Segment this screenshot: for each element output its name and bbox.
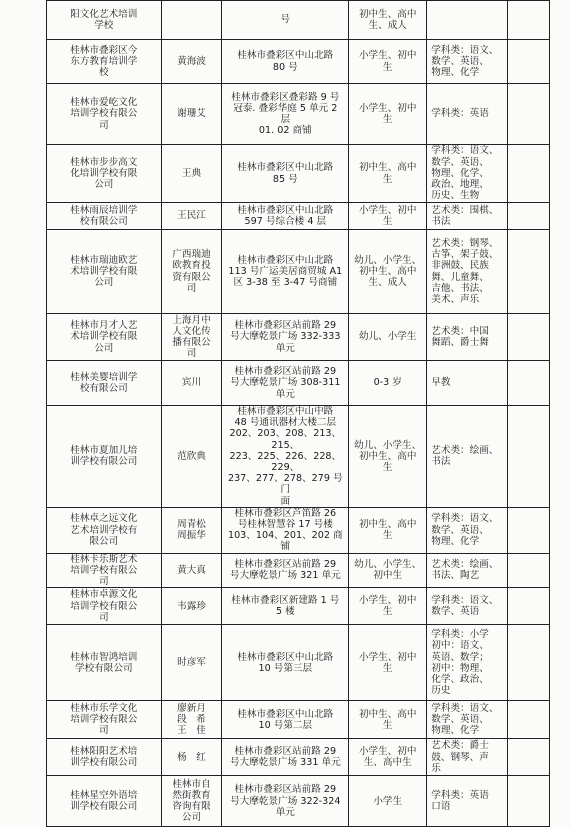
school-name-cell: 桂林市夏加儿培 训学校有限公司 [47, 406, 162, 508]
category-cell: 学科类：英语 口语 [427, 776, 508, 827]
table-row [47, 145, 550, 203]
school-name-cell: 桂林卓之远文化 艺术培训学校有 限公司 [47, 507, 162, 553]
legal-person-cell: 黄大真 [161, 553, 222, 588]
table-row [47, 701, 550, 739]
blank-cell [508, 230, 550, 314]
blank-cell [508, 84, 550, 145]
students-cell: 初中生、高中 生 [349, 507, 427, 553]
table-row [47, 1, 550, 40]
school-name-cell: 桂林市叠彩区今 东方教育培训学 校 [47, 40, 162, 84]
legal-person-cell: 广西瑞迪 欧教育投 资有限公 司 [161, 230, 222, 314]
blank-cell [508, 40, 550, 84]
legal-person-cell: 范欣典 [161, 406, 222, 508]
blank-cell [508, 314, 550, 361]
category-cell: 学科类：英语 [427, 84, 508, 145]
students-cell: 幼儿、小学生 [349, 314, 427, 361]
table-row [47, 314, 550, 361]
table-row [47, 588, 550, 625]
school-name-cell: 桂林阳阳艺术培 训学校有限公司 [47, 739, 162, 776]
address-cell: 号 [222, 1, 349, 40]
students-cell: 小学生、初中 生 [349, 203, 427, 230]
students-cell: 初中生、高中 生 [349, 145, 427, 203]
school-name-cell: 桂林星空外语培 训学校有限公司 [47, 776, 162, 827]
address-cell: 桂林市叠彩区站前路 29 号大摩乾景广场 322-324 单元 [222, 776, 349, 827]
legal-person-cell: 黄海波 [161, 40, 222, 84]
students-cell: 初中生、高中 生、成人 [349, 1, 427, 40]
table-row [47, 230, 550, 314]
blank-cell [508, 625, 550, 701]
category-cell: 学科类：语文、 数学、英语、 物理、化学 [427, 701, 508, 739]
address-cell: 桂林市叠彩区中山中路 48 号通讯器材大楼二层 202、203、208、213、215、 223、225、226、228、229、 237、277、278、279 号门 面 [222, 406, 349, 508]
blank-cell [508, 739, 550, 776]
address-cell: 桂林市叠彩区叠彩路 9 号 冠泰. 叠彩华庭 5 单元 2 层 01. 02 商铺 [222, 84, 349, 145]
legal-person-cell: 时彦军 [161, 625, 222, 701]
table-row [47, 776, 550, 827]
address-cell: 桂林市叠彩区中山北路 597 号综合楼 4 层 [222, 203, 349, 230]
school-name-cell: 桂林美婴培训学 校有限公司 [47, 361, 162, 406]
students-cell: 0-3 岁 [349, 361, 427, 406]
table-body [47, 1, 550, 827]
students-cell: 小学生、初中 生 [349, 625, 427, 701]
address-cell: 桂林市叠彩区站前路 29 号大摩乾景广场 331 单元 [222, 739, 349, 776]
school-name-cell: 桂林市瑞迪欧艺 术培训学校有限 公司 [47, 230, 162, 314]
blank-cell [508, 145, 550, 203]
students-cell: 幼儿、小学生、 初中生 [349, 553, 427, 588]
address-cell: 桂林市叠彩区中山北路 10 号第二层 [222, 701, 349, 739]
table-row [47, 625, 550, 701]
address-cell: 桂林市叠彩区站前路 29 号大摩乾景广场 308-311 单元 [222, 361, 349, 406]
table-row [47, 739, 550, 776]
table-row [47, 84, 550, 145]
category-cell: 学科类：语文、 数学、英语 [427, 588, 508, 625]
blank-cell [508, 701, 550, 739]
students-cell: 初中生、高中 生 [349, 701, 427, 739]
blank-cell [508, 588, 550, 625]
category-cell: 学科类：语文、 数学、英语、 物理、化学 [427, 40, 508, 84]
address-cell: 桂林市叠彩区中山北路 80 号 [222, 40, 349, 84]
school-name-cell: 桂林卡乐斯艺术 培训学校有限公 司 [47, 553, 162, 588]
table-row [47, 203, 550, 230]
legal-person-cell: 王民江 [161, 203, 222, 230]
legal-person-cell: 桂林市自 然街教育 咨询有限 公司 [161, 776, 222, 827]
legal-person-cell: 上海月中 人文化传 播有限公 司 [161, 314, 222, 361]
school-name-cell: 桂林市月才人艺 术培训学校有限 公司 [47, 314, 162, 361]
school-name-cell: 桂林雨辰培训学 校有限公司 [47, 203, 162, 230]
school-name-cell: 桂林市乐学文化 培训学校有限公 司 [47, 701, 162, 739]
legal-person-cell: 谢珊艾 [161, 84, 222, 145]
address-cell: 桂林市叠彩区中山北路 113 号广运美居商贸城 A1 区 3-38 至 3-47 号商铺 [222, 230, 349, 314]
students-cell: 小学生、初中 生 [349, 84, 427, 145]
address-cell: 桂林市叠彩区站前路 29 号大摩乾景广场 332-333 单元 [222, 314, 349, 361]
students-cell: 小学生、初中 生、高中生 [349, 739, 427, 776]
table-row [47, 553, 550, 588]
blank-cell [508, 406, 550, 508]
blank-cell [508, 361, 550, 406]
legal-person-cell: 王典 [161, 145, 222, 203]
category-cell: 早教 [427, 361, 508, 406]
address-cell: 桂林市叠彩区芦笛路 26 号桂林智慧谷 17 号楼 103、104、201、202 商铺 [222, 507, 349, 553]
category-cell: 学科类：语文、 数学、英语、 物理、化学、 政治、地理、 历史、生物 [427, 145, 508, 203]
table-row [47, 361, 550, 406]
table-row [47, 40, 550, 84]
students-cell: 幼儿、小学生、 初中生、高中 生 [349, 406, 427, 508]
address-cell: 桂林市叠彩区中山北路 85 号 [222, 145, 349, 203]
students-cell: 小学生 [349, 776, 427, 827]
legal-person-cell: 廖新月 段 希 王 佳 [161, 701, 222, 739]
category-cell: 学科类：语文、 数学、英语、 物理、化学 [427, 507, 508, 553]
table-row [47, 507, 550, 553]
legal-person-cell: 周青松 周振华 [161, 507, 222, 553]
students-cell: 幼儿、小学生、 初中生、高中 生、成人 [349, 230, 427, 314]
legal-person-cell: 韦露珍 [161, 588, 222, 625]
category-cell: 艺术类：钢琴、 古筝、架子鼓、 非洲鼓、民族 舞、儿童舞、 吉他、书法、 美术、声乐 [427, 230, 508, 314]
school-name-cell: 桂林市爱屹文化 培训学校有限公 司 [47, 84, 162, 145]
students-cell: 小学生、初中 生 [349, 40, 427, 84]
address-cell: 桂林市叠彩区站前路 29 号大摩乾景广场 321 单元 [222, 553, 349, 588]
table-row [47, 406, 550, 508]
school-name-cell: 桂林市卓源文化 培训学校有限公 司 [47, 588, 162, 625]
category-cell: 艺术类：围棋、 书法 [427, 203, 508, 230]
category-cell: 艺术类：绘画、 书法、陶艺 [427, 553, 508, 588]
school-registry-table [46, 0, 550, 827]
address-cell: 桂林市叠彩区新建路 1 号 5 楼 [222, 588, 349, 625]
blank-cell [508, 203, 550, 230]
legal-person-cell: 杨 红 [161, 739, 222, 776]
school-name-cell: 桂林市步步高文 化培训学校有限 公司 [47, 145, 162, 203]
category-cell: 学科类：小学 初中：语文、 英语、数学； 初中：物理、 化学、政治、 历史 [427, 625, 508, 701]
address-cell: 桂林市叠彩区中山北路 10 号第三层 [222, 625, 349, 701]
school-name-cell: 桂林市智鸿培训 学校有限公司 [47, 625, 162, 701]
legal-person-cell [161, 1, 222, 40]
blank-cell [508, 507, 550, 553]
category-cell [427, 1, 508, 40]
blank-cell [508, 1, 550, 40]
category-cell: 艺术类：中国 舞蹈、爵士舞 [427, 314, 508, 361]
students-cell: 小学生、初中 生 [349, 588, 427, 625]
blank-cell [508, 553, 550, 588]
school-name-cell: 阳文化艺术培训 学校 [47, 1, 162, 40]
legal-person-cell: 宾川 [161, 361, 222, 406]
category-cell: 艺术类：绘画、 书法 [427, 406, 508, 508]
category-cell: 艺术类：爵士 鼓、钢琴、声 乐 [427, 739, 508, 776]
blank-cell [508, 776, 550, 827]
